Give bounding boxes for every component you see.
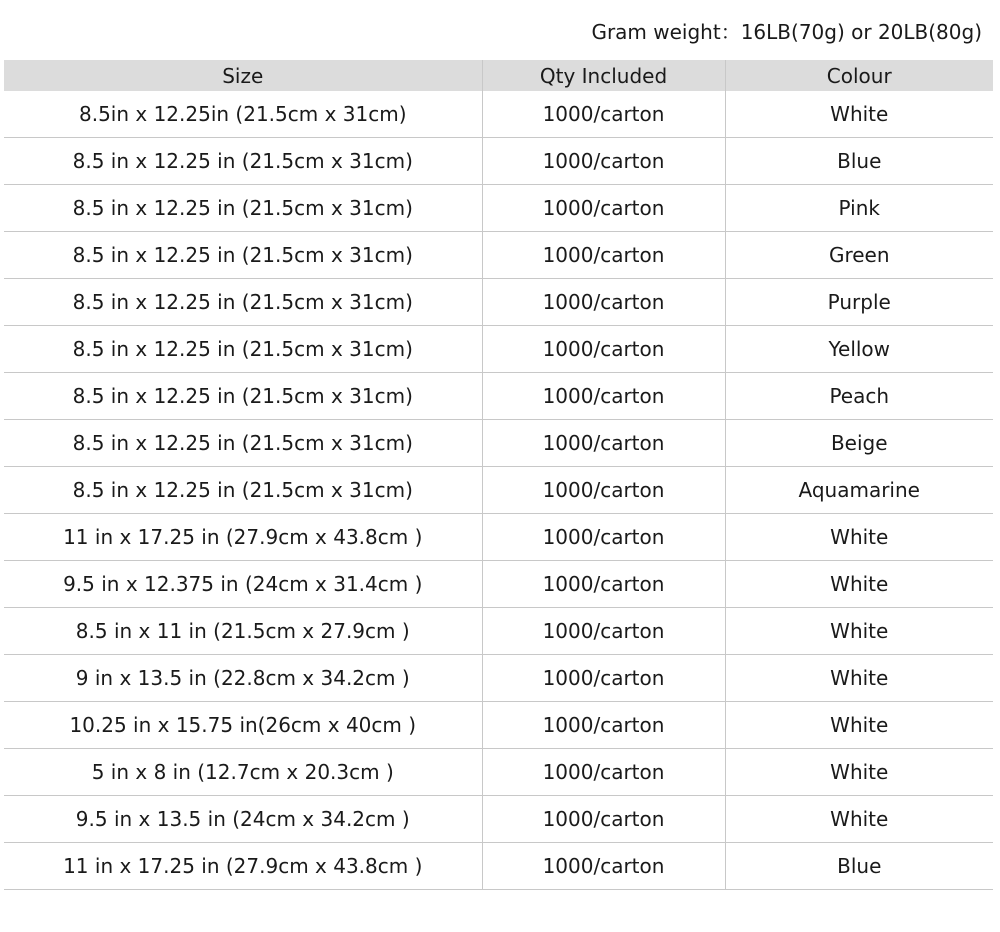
table-row [4, 843, 993, 890]
qty-cell: 1000/carton [482, 185, 725, 232]
size-cell: 8.5 in x 12.25 in (21.5cm x 31cm) [4, 467, 482, 514]
qty-cell: 1000/carton [482, 326, 725, 373]
size-cell: 8.5in x 12.25in (21.5cm x 31cm) [4, 91, 482, 138]
table-row [4, 702, 993, 749]
size-cell: 9.5 in x 13.5 in (24cm x 34.2cm ) [4, 796, 482, 843]
table-row [4, 420, 993, 467]
table-row [4, 796, 993, 843]
qty-cell: 1000/carton [482, 514, 725, 561]
table-row [4, 91, 993, 138]
size-cell: 8.5 in x 12.25 in (21.5cm x 31cm) [4, 279, 482, 326]
table-row [4, 279, 993, 326]
table-row [4, 749, 993, 796]
qty-cell: 1000/carton [482, 843, 725, 890]
size-cell: 9 in x 13.5 in (22.8cm x 34.2cm ) [4, 655, 482, 702]
header-qty-included: Qty Included [482, 60, 725, 91]
qty-cell: 1000/carton [482, 655, 725, 702]
table-row [4, 608, 993, 655]
colour-cell: Blue [725, 138, 993, 185]
colour-cell: Pink [725, 185, 993, 232]
size-cell: 5 in x 8 in (12.7cm x 20.3cm ) [4, 749, 482, 796]
colour-cell: White [725, 796, 993, 843]
table-row [4, 655, 993, 702]
table-row [4, 467, 993, 514]
qty-cell: 1000/carton [482, 232, 725, 279]
qty-cell: 1000/carton [482, 796, 725, 843]
qty-cell: 1000/carton [482, 91, 725, 138]
size-cell: 10.25 in x 15.75 in(26cm x 40cm ) [4, 702, 482, 749]
colour-cell: White [725, 91, 993, 138]
qty-cell: 1000/carton [482, 373, 725, 420]
colour-cell: Purple [725, 279, 993, 326]
size-cell: 8.5 in x 12.25 in (21.5cm x 31cm) [4, 373, 482, 420]
colour-cell: White [725, 655, 993, 702]
colour-cell: White [725, 561, 993, 608]
size-cell: 8.5 in x 12.25 in (21.5cm x 31cm) [4, 232, 482, 279]
qty-cell: 1000/carton [482, 749, 725, 796]
qty-cell: 1000/carton [482, 561, 725, 608]
table-row [4, 138, 993, 185]
table-header [4, 60, 993, 91]
size-cell: 8.5 in x 12.25 in (21.5cm x 31cm) [4, 326, 482, 373]
table-row [4, 561, 993, 608]
table-row [4, 232, 993, 279]
size-cell: 8.5 in x 12.25 in (21.5cm x 31cm) [4, 138, 482, 185]
table-row [4, 373, 993, 420]
qty-cell: 1000/carton [482, 279, 725, 326]
size-cell: 8.5 in x 12.25 in (21.5cm x 31cm) [4, 420, 482, 467]
qty-cell: 1000/carton [482, 702, 725, 749]
product-spec-table [4, 60, 993, 890]
colour-cell: White [725, 514, 993, 561]
size-cell: 11 in x 17.25 in (27.9cm x 43.8cm ) [4, 514, 482, 561]
gram-weight-note: Gram weight：16LB(70g) or 20LB(80g) [591, 20, 982, 44]
header-colour: Colour [725, 60, 993, 91]
colour-cell: Beige [725, 420, 993, 467]
colour-cell: Yellow [725, 326, 993, 373]
table-body [4, 91, 993, 890]
size-cell: 11 in x 17.25 in (27.9cm x 43.8cm ) [4, 843, 482, 890]
size-cell: 9.5 in x 12.375 in (24cm x 31.4cm ) [4, 561, 482, 608]
qty-cell: 1000/carton [482, 608, 725, 655]
size-cell: 8.5 in x 11 in (21.5cm x 27.9cm ) [4, 608, 482, 655]
colour-cell: Blue [725, 843, 993, 890]
table-row [4, 185, 993, 232]
header-row [4, 60, 993, 91]
table-row [4, 326, 993, 373]
table-row [4, 514, 993, 561]
colour-cell: Peach [725, 373, 993, 420]
qty-cell: 1000/carton [482, 420, 725, 467]
colour-cell: Aquamarine [725, 467, 993, 514]
colour-cell: White [725, 702, 993, 749]
size-cell: 8.5 in x 12.25 in (21.5cm x 31cm) [4, 185, 482, 232]
colour-cell: White [725, 749, 993, 796]
qty-cell: 1000/carton [482, 138, 725, 185]
colour-cell: Green [725, 232, 993, 279]
qty-cell: 1000/carton [482, 467, 725, 514]
header-size: Size [4, 60, 482, 91]
colour-cell: White [725, 608, 993, 655]
